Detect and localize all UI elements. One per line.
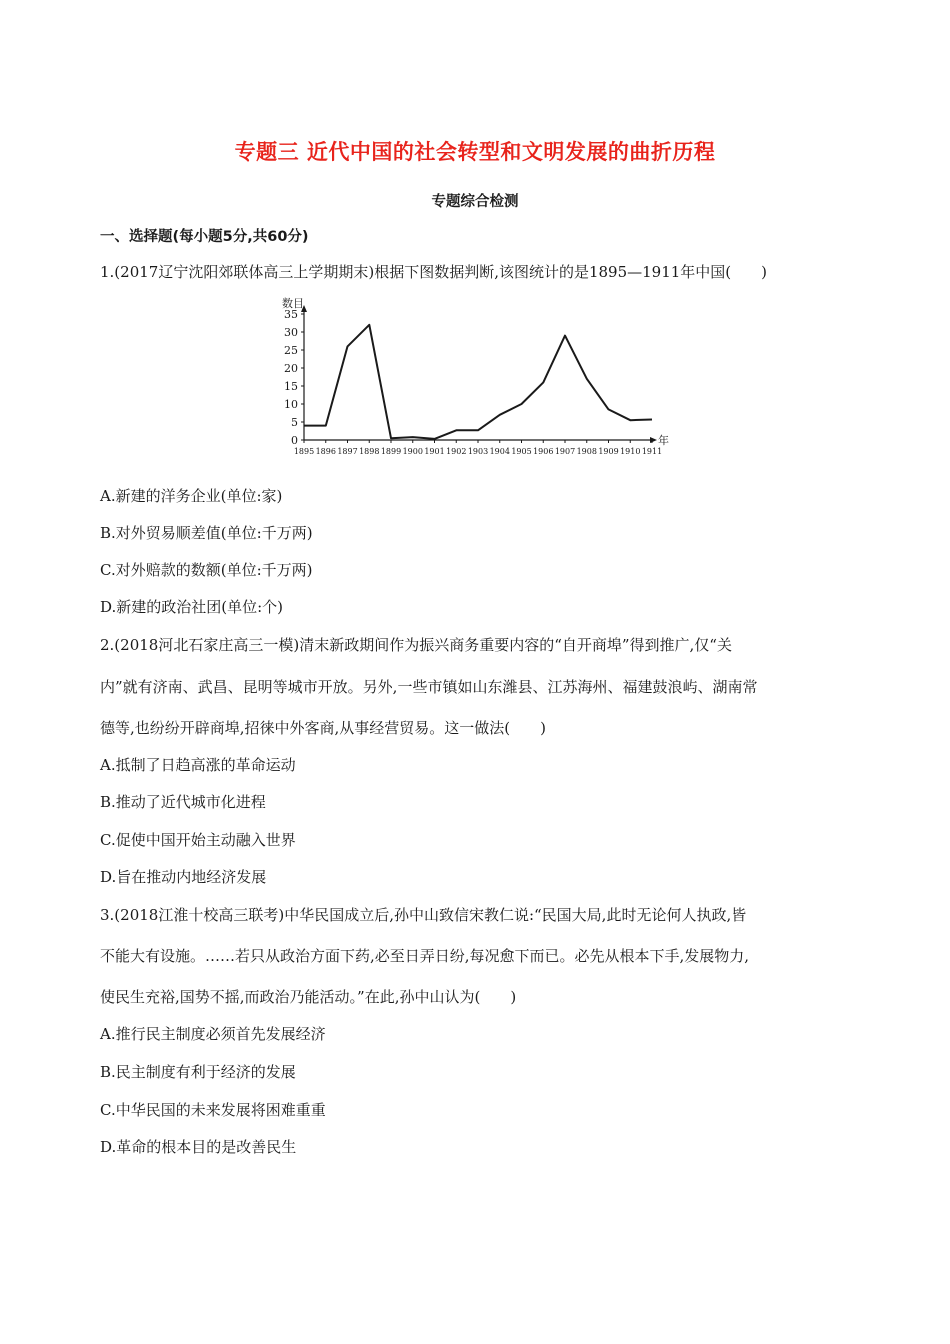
chart-y-tick-label: 20 bbox=[284, 362, 298, 375]
line-chart bbox=[270, 292, 680, 462]
chart-x-axis-arrow bbox=[650, 437, 657, 443]
chart-x-tick-label: 1901 bbox=[424, 447, 445, 456]
chart-x-tick-label: 1900 bbox=[402, 447, 423, 456]
page-subtitle: 专题综合检测 bbox=[431, 194, 519, 210]
chart-x-tick-label: 1903 bbox=[467, 447, 489, 456]
chart-x-tick-label: 1911 bbox=[641, 447, 663, 456]
chart-y-tick-label: 35 bbox=[284, 308, 298, 321]
page-title: 专题三 近代中国的社会转型和文明发展的曲折历程 bbox=[234, 140, 716, 164]
chart-series-line bbox=[304, 325, 652, 439]
question-1-option-d: D.新建的政治社团(单位:个) bbox=[100, 598, 284, 616]
question-2-option-c: C.促使中国开始主动融入世界 bbox=[100, 831, 296, 849]
question-3-option-d: D.革命的根本目的是改善民生 bbox=[100, 1138, 297, 1156]
chart-y-tick-label: 25 bbox=[284, 344, 298, 357]
question-2-option-a: A.抵制了日趋高涨的革命运动 bbox=[100, 756, 296, 774]
chart-x-tick-label: 1904 bbox=[489, 447, 510, 456]
chart-y-tick-label: 5 bbox=[291, 416, 298, 429]
chart-x-tick-label: 1898 bbox=[359, 447, 380, 456]
chart-x-tick-label: 1908 bbox=[576, 447, 597, 456]
chart-x-tick-label: 1906 bbox=[533, 447, 554, 456]
question-3-option-b: B.民主制度有利于经济的发展 bbox=[100, 1063, 296, 1081]
question-2-option-d: D.旨在推动内地经济发展 bbox=[100, 868, 267, 886]
question-3-stem-line-2: 不能大有设施。……若只从政治方面下药,必至日弄日纷,每况愈下而已。必先从根本下手,发展物力, bbox=[100, 947, 750, 965]
chart-ticks bbox=[284, 308, 662, 456]
chart-y-tick-label: 15 bbox=[284, 380, 298, 393]
question-2-option-b: B.推动了近代城市化进程 bbox=[100, 793, 266, 811]
question-2-stem-line-3: 德等,也纷纷开辟商埠,招徕中外客商,从事经营贸易。这一做法( ) bbox=[100, 719, 547, 737]
chart-x-tick-label: 1902 bbox=[446, 447, 467, 456]
chart-xlabel: 年 bbox=[658, 434, 669, 447]
chart-x-tick-label: 1905 bbox=[511, 447, 532, 456]
question-1-option-c: C.对外赔款的数额(单位:千万两) bbox=[100, 561, 313, 579]
chart-x-tick-label: 1899 bbox=[380, 447, 402, 456]
section-heading: 一、选择题(每小题5分,共60分) bbox=[100, 229, 309, 245]
question-3-stem-line-1: 3.(2018江淮十校高三联考)中华民国成立后,孙中山致信宋教仁说:“民国大局,此时无论何人执政,皆 bbox=[100, 906, 747, 924]
chart-x-tick-label: 1907 bbox=[554, 447, 576, 456]
chart-x-tick-label: 1895 bbox=[293, 447, 315, 456]
question-3-option-a: A.推行民主制度必须首先发展经济 bbox=[100, 1025, 326, 1043]
question-1-option-a: A.新建的洋务企业(单位:家) bbox=[100, 487, 283, 505]
chart-y-tick-label: 10 bbox=[284, 398, 298, 411]
chart-y-tick-label: 0 bbox=[291, 434, 298, 447]
question-1-option-b: B.对外贸易顺差值(单位:千万两) bbox=[100, 524, 313, 542]
question-1-stem: 1.(2017辽宁沈阳郊联体高三上学期期末)根据下图数据判断,该图统计的是1895—1911年中国( ) bbox=[100, 263, 768, 281]
question-2-stem-line-2: 内”就有济南、武昌、昆明等城市开放。另外,一些市镇如山东潍县、江苏海州、福建鼓浪屿、湖南常 bbox=[100, 678, 758, 696]
chart-ylabel: 数目 bbox=[282, 297, 304, 310]
chart-x-tick-label: 1909 bbox=[598, 447, 619, 456]
chart-x-tick-label: 1896 bbox=[315, 447, 336, 456]
question-2-stem-line-1: 2.(2018河北石家庄高三一模)清末新政期间作为振兴商务重要内容的“自开商埠”得到推广,仅“关 bbox=[100, 636, 732, 654]
chart-x-tick-label: 1910 bbox=[620, 447, 641, 456]
chart-axes bbox=[301, 305, 657, 443]
question-3-stem-line-3: 使民生充裕,国势不摇,而政治乃能活动。”在此,孙中山认为( ) bbox=[100, 988, 517, 1006]
question-3-option-c: C.中华民国的未来发展将困难重重 bbox=[100, 1101, 326, 1119]
chart-x-tick-label: 1897 bbox=[337, 447, 358, 456]
chart-y-tick-label: 30 bbox=[284, 326, 298, 339]
